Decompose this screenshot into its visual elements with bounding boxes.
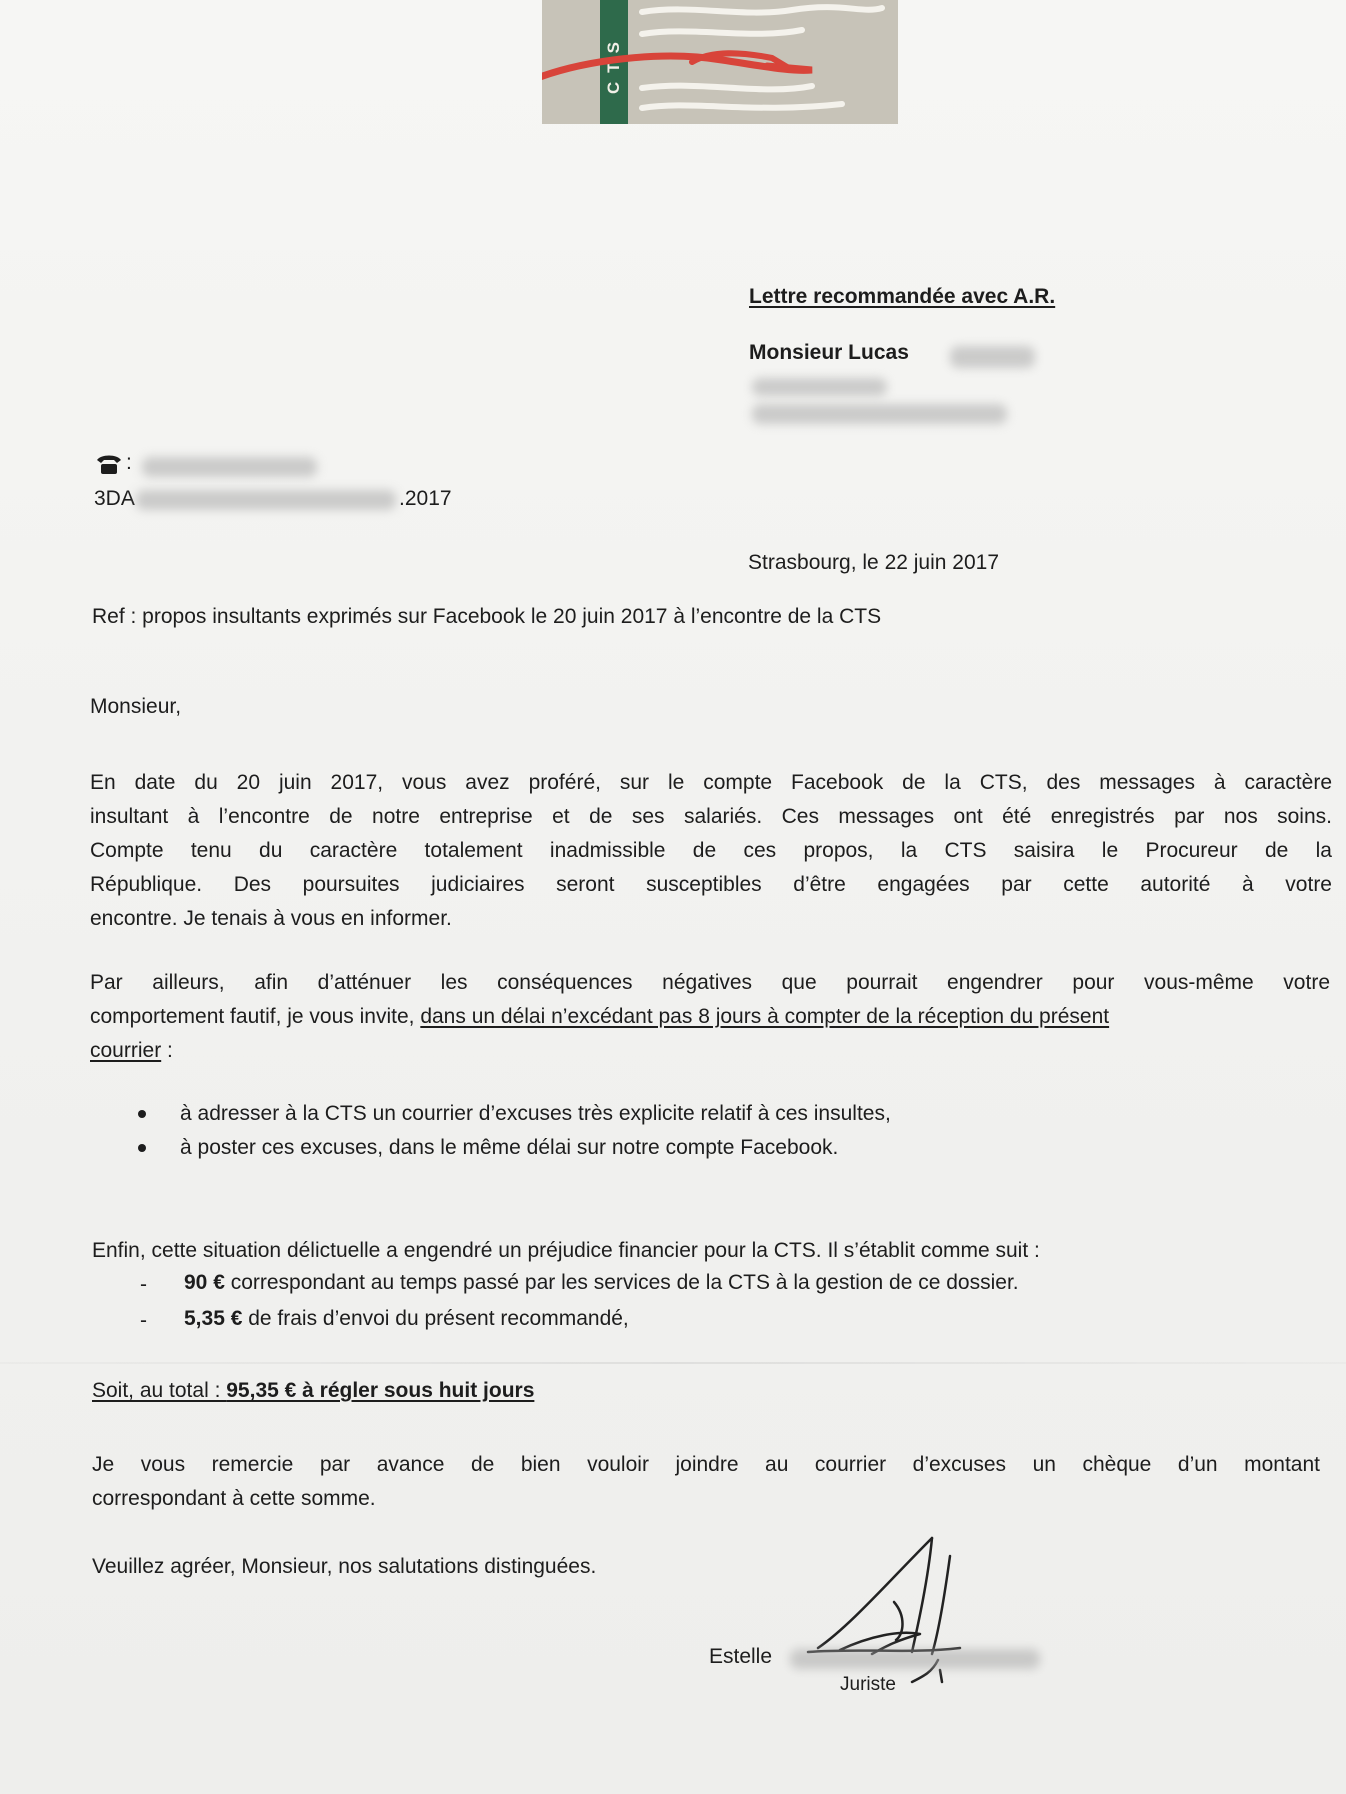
paragraph-2-text: comportement fautif, je vous invite,: [90, 1005, 421, 1028]
redacted-signatory-surname: [790, 1649, 1040, 1669]
damage-item: [184, 1266, 1019, 1300]
paragraph-2-text: :: [161, 1039, 173, 1062]
request-item: à poster ces excuses, dans le même délai sur notre compte Facebook.: [180, 1136, 839, 1159]
logo-text: CTS: [604, 33, 623, 95]
place-date: Strasbourg, le 22 juin 2017: [748, 551, 1000, 574]
deadline-underlined-text: courrier: [90, 1039, 162, 1062]
paper-fold: [0, 1362, 1346, 1364]
closing-formula: Veuillez agréer, Monsieur, nos salutations distinguées.: [92, 1555, 597, 1578]
bullet-marker: [138, 1144, 146, 1152]
redacted-file-reference: [136, 490, 396, 510]
signatory-title: Juriste: [840, 1674, 896, 1695]
phone-icon: [95, 452, 123, 478]
redacted-surname: [950, 346, 1035, 368]
paragraph-1-line: insultant à l’encontre de notre entreprise et de ses salariés. Ces messages ont été enregistrés par nos soins.: [90, 805, 1332, 828]
redacted-city: [752, 404, 1007, 424]
damage-description: de frais d’envoi du présent recommandé,: [242, 1307, 629, 1330]
paragraph-1-line: République. Des poursuites judiciaires seront susceptibles d’être engagées par cette autorité à votre: [90, 873, 1332, 896]
paragraph-2-line: Par ailleurs, afin d’atténuer les conséquences négatives que pourrait engendrer pour vous-même votre: [90, 971, 1330, 994]
damages-intro: Enfin, cette situation délictuelle a engendré un préjudice financier pour la CTS. Il s’établit comme suit :: [92, 1239, 1040, 1262]
redacted-phone: [142, 457, 317, 477]
paragraph-1-line: Compte tenu du caractère totalement inadmissible de ces propos, la CTS saisira le Procureur de la: [90, 839, 1332, 862]
signatory-first-name: Estelle: [709, 1645, 773, 1668]
cts-logo: [542, 0, 898, 124]
logo-wave-graphic: [542, 0, 898, 124]
total-amount: 95,35 € à régler sous huit jours: [226, 1379, 535, 1402]
paragraph-2-line: [90, 1034, 173, 1068]
bullet-marker: [138, 1110, 146, 1118]
dash-marker: -: [140, 1273, 147, 1296]
dash-marker: -: [140, 1309, 147, 1332]
damage-amount: 5,35 €: [184, 1307, 243, 1330]
paragraph-3-line: correspondant à cette somme.: [92, 1487, 376, 1510]
damage-description: correspondant au temps passé par les services de la CTS à la gestion de ce dossier.: [224, 1271, 1019, 1294]
paragraph-3-line: Je vous remercie par avance de bien vouloir joindre au courrier d’excuses un chèque d’un montant: [92, 1453, 1320, 1476]
paragraph-2-line: [90, 1000, 1109, 1034]
registered-mail-heading: Lettre recommandée avec A.R.: [749, 285, 1056, 308]
phone-colon: :: [126, 451, 132, 474]
damage-item: [184, 1302, 629, 1336]
paragraph-1-line: encontre. Je tenais à vous en informer.: [90, 907, 452, 930]
paragraph-1-line: En date du 20 juin 2017, vous avez proféré, sur le compte Facebook de la CTS, des messages à caractère: [90, 771, 1332, 794]
recipient-name: Monsieur Lucas: [749, 341, 909, 364]
file-reference-prefix: 3DA: [94, 487, 135, 510]
subject-line: Ref : propos insultants exprimés sur Facebook le 20 juin 2017 à l’encontre de la CTS: [92, 605, 882, 628]
damage-amount: 90 €: [184, 1271, 225, 1294]
total-label: Soit, au total :: [92, 1379, 227, 1402]
file-reference-suffix: .2017: [399, 487, 452, 510]
deadline-underlined-text: dans un délai n’excédant pas 8 jours à compter de la réception du présent: [420, 1005, 1110, 1028]
redacted-street: [752, 378, 887, 396]
request-item: à adresser à la CTS un courrier d’excuses très explicite relatif à ces insultes,: [180, 1102, 891, 1125]
total-line: [92, 1374, 534, 1408]
salutation: Monsieur,: [90, 695, 182, 718]
